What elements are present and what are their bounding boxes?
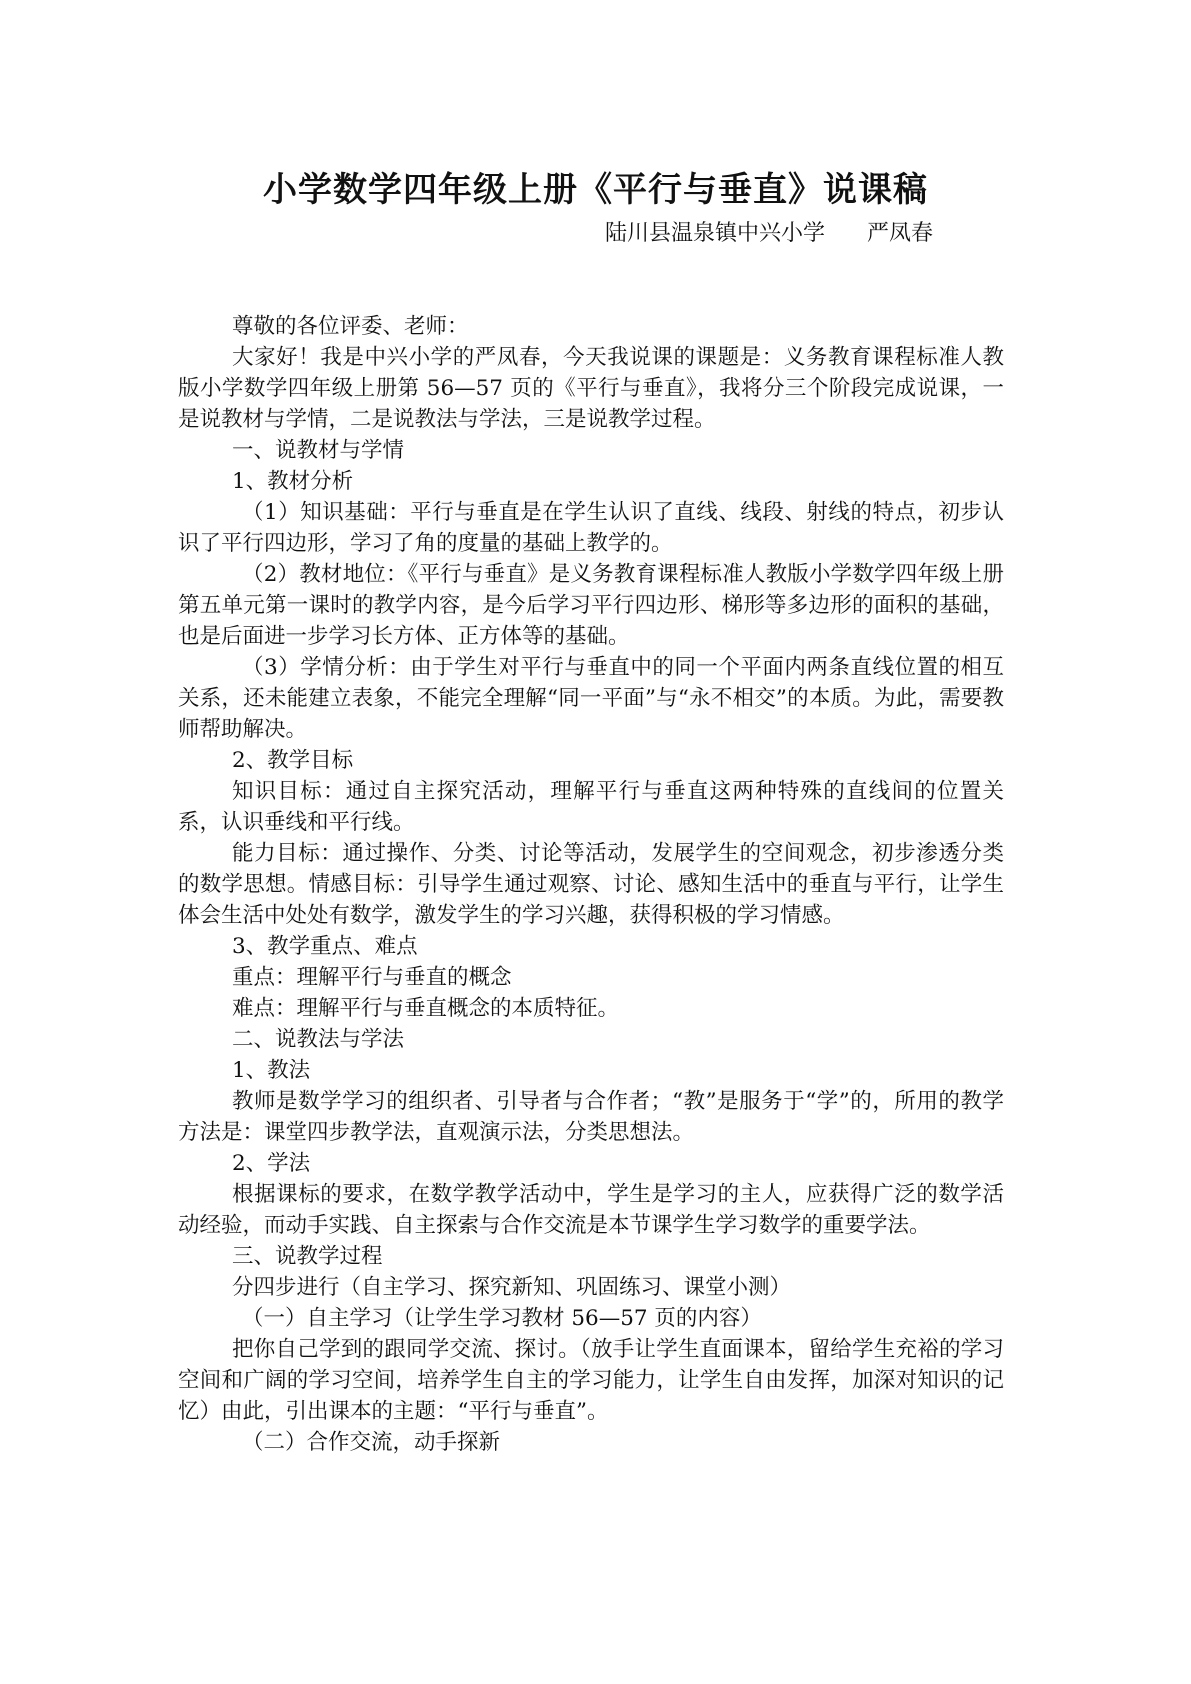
paragraph: 把你自己学到的跟同学交流、探讨。（放手让学生直面课本，留给学生充裕的学习空间和广阔的学习空间，培养学生自主的学习能力，让学生自由发挥，加深对知识的记忆）由此，引出课本的主题：“平行与垂直”。 bbox=[178, 1337, 1004, 1424]
paragraph: 能力目标：通过操作、分类、讨论等活动，发展学生的空间观念，初步渗透分类的数学思想。情感目标：引导学生通过观察、讨论、感知生活中的垂直与平行，让学生体会生活中处处有数学，激发学生的学习兴趣，获得积极的学习情感。 bbox=[178, 841, 1004, 928]
subsection-heading: 1、教材分析 bbox=[232, 469, 354, 494]
paragraph: （3）学情分析：由于学生对平行与垂直中的同一个平面内两条直线位置的相互关系，还未能建立表象，不能完全理解“同一平面”与“永不相交”的本质。为此，需要教师帮助解决。 bbox=[178, 655, 1004, 742]
section-heading: 二、说教法与学法 bbox=[232, 1027, 405, 1052]
paragraph: 知识目标：通过自主探究活动，理解平行与垂直这两种特殊的直线间的位置关系，认识垂线和平行线。 bbox=[178, 779, 1004, 835]
paragraph: 分四步进行（自主学习、探究新知、巩固练习、课堂小测） bbox=[232, 1275, 792, 1300]
subsection-heading: 2、教学目标 bbox=[232, 748, 354, 773]
document-title: 小学数学四年级上册《平行与垂直》说课稿 bbox=[263, 170, 928, 210]
section-heading: 一、说教材与学情 bbox=[232, 438, 405, 463]
paragraph: （1）知识基础：平行与垂直是在学生认识了直线、线段、射线的特点，初步认识了平行四边形，学习了角的度量的基础上教学的。 bbox=[178, 500, 1004, 556]
paragraph: 重点：理解平行与垂直的概念 bbox=[232, 965, 512, 990]
subsection-heading: （一）自主学习（让学生学习教材 56—57 页的内容） bbox=[242, 1306, 762, 1331]
subsection-heading: 1、教法 bbox=[232, 1058, 311, 1083]
document-body bbox=[178, 311, 1004, 1458]
subsection-heading: 2、学法 bbox=[232, 1151, 311, 1176]
paragraph: 难点：理解平行与垂直概念的本质特征。 bbox=[232, 996, 620, 1021]
salutation: 尊敬的各位评委、老师： bbox=[232, 314, 469, 339]
paragraph: 根据课标的要求，在数学教学活动中，学生是学习的主人，应获得广泛的数学活动经验，而动手实践、自主探索与合作交流是本节课学生学习数学的重要学法。 bbox=[178, 1182, 1004, 1238]
intro-paragraph: 大家好！我是中兴小学的严凤春，今天我说课的课题是：义务教育课程标准人教版小学数学四年级上册第 56—57 页的《平行与垂直》，我将分三个阶段完成说课，一是说教材与学情，二是说教法与学法，三是说教学过程。 bbox=[178, 345, 1004, 432]
paragraph: （2）教材地位：《平行与垂直》是义务教育课程标准人教版小学数学四年级上册第五单元第一课时的教学内容，是今后学习平行四边形、梯形等多边形的面积的基础，也是后面进一步学习长方体、正方体等的基础。 bbox=[178, 562, 1004, 649]
paragraph: 教师是数学学习的组织者、引导者与合作者；“教”是服务于“学”的，所用的教学方法是：课堂四步教学法，直观演示法，分类思想法。 bbox=[178, 1089, 1004, 1145]
section-heading: 三、说教学过程 bbox=[232, 1244, 383, 1269]
author-line: 陆川县温泉镇中兴小学 严凤春 bbox=[605, 221, 933, 246]
subsection-heading: （二）合作交流，动手探新 bbox=[242, 1430, 501, 1455]
subsection-heading: 3、教学重点、难点 bbox=[232, 934, 418, 959]
